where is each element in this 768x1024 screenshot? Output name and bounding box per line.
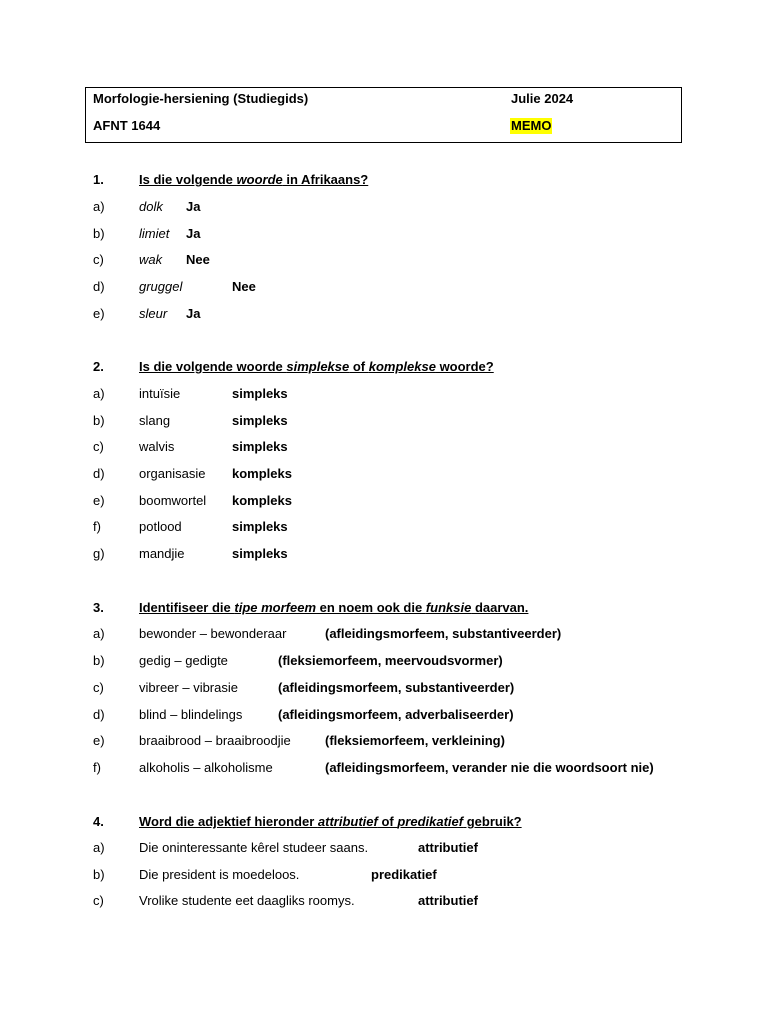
memo-label: MEMO	[511, 118, 552, 133]
question-number: 2.	[93, 359, 104, 374]
answer: Ja	[186, 306, 201, 321]
answer: (afleidingsmorfeem, adverbaliseerder)	[278, 707, 514, 722]
question-2-heading: 2. Is die volgende woorde simplekse of komplekse woorde?	[93, 359, 494, 374]
answer: (afleidingsmorfeem, substantiveerder)	[278, 680, 515, 695]
answer: (afleidingsmorfeem, substantiveerder)	[325, 626, 562, 641]
header-box	[85, 87, 682, 143]
answer: attributief	[418, 840, 478, 855]
answer: (fleksiemorfeem, meervoudsvormer)	[278, 653, 503, 668]
question-number: 1.	[93, 172, 104, 187]
answer: Nee	[232, 279, 256, 294]
document-title: Morfologie-hersiening (Studiegids)	[93, 91, 309, 106]
answer: (fleksiemorfeem, verkleining)	[325, 733, 505, 748]
answer: Nee	[186, 252, 210, 267]
course-code: AFNT 1644	[93, 118, 161, 133]
answer: predikatief	[371, 867, 437, 882]
document-page: Morfologie-hersiening (Studiegids) Julie 2024 AFNT 1644 MEMO 1. Is die volgende woorde in Afrikaans? a) dolk Ja b) limiet Ja c) wak Nee d) gruggel Nee e) sleur Ja 2. Is die volgende woorde simplekse of komplekse woorde? a) intuïsie simpleks b) slang simpleks c) walvis simpleks d) organisasie kompleks e) boomwortel kompleks f) potlood simpleks g) mandjie simpleks 3. Identifiseer die tipe morfeem en noem ook die funksie daarvan. a) bewonder – bewonderaar (afleidingsmorfeem, substantiveerder) b) gedig – gedigte (fleksiemorfeem, meervoudsvormer) c) vibreer – vibrasie (afleidingsmorfeem, substantiveerder) d) blind – blindelings (afleidingsmorfeem, adverbaliseerder) e) braaibrood – braaibroodjie (fleksiemorfeem, verkleining) f) alkoholis – alkoholisme (afleidingsmorfeem, verander nie die woordsoort nie) 4. Word die adjektief hieronder attributief of predikatief gebruik? a) Die oninteressante kêrel studeer saans. attributief b) Die president is moedeloos. predikatief c) Vrolike studente eet daagliks roomys. attributief	[0, 0, 768, 1024]
answer: (afleidingsmorfeem, verander nie die woordsoort nie)	[325, 760, 654, 775]
document-date: Julie 2024	[511, 91, 574, 106]
answer: simpleks	[232, 386, 288, 401]
answer: kompleks	[232, 466, 292, 481]
answer: Ja	[186, 226, 201, 241]
question-1-heading: 1. Is die volgende woorde in Afrikaans?	[93, 172, 369, 187]
answer: simpleks	[232, 519, 288, 534]
answer: kompleks	[232, 493, 292, 508]
answer: attributief	[418, 893, 478, 908]
question-4-heading: 4. Word die adjektief hieronder attributief of predikatief gebruik?	[93, 814, 522, 829]
question-number: 3.	[93, 600, 104, 615]
answer: simpleks	[232, 413, 288, 428]
question-3-heading: 3. Identifiseer die tipe morfeem en noem ook die funksie daarvan.	[93, 600, 529, 615]
answer: Ja	[186, 199, 201, 214]
answer: simpleks	[232, 546, 288, 561]
answer: simpleks	[232, 439, 288, 454]
question-number: 4.	[93, 814, 104, 829]
